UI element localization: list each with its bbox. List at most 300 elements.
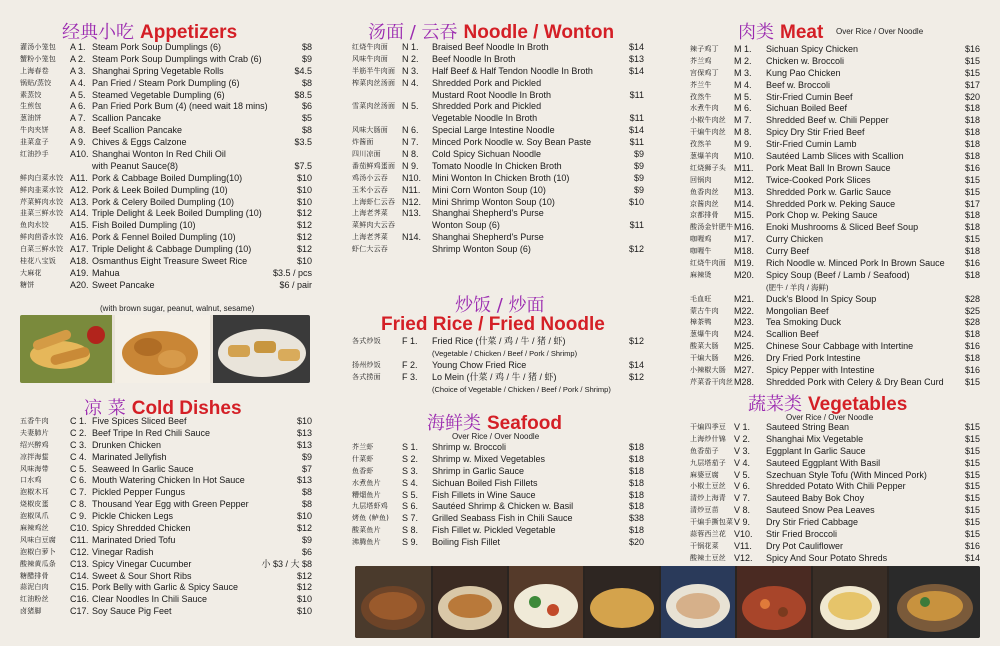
menu-item-price: $17: [964, 198, 980, 209]
menu-item: [690, 365, 980, 377]
menu-item-name: Pickle Chicken Legs: [92, 511, 174, 522]
menu-item: [690, 493, 980, 505]
menu-item: [352, 208, 644, 220]
menu-item-name: Beef Scallion Pancake: [92, 125, 183, 136]
menu-item-price: $9: [301, 451, 312, 462]
menu-item-code: C11.: [70, 534, 89, 545]
menu-item-zh: 水煮牛肉: [690, 104, 719, 113]
menu-item-zh: 咖喱牛: [690, 247, 712, 256]
menu-item-price: $15: [964, 517, 980, 528]
menu-item-code: M15.: [734, 210, 755, 221]
menu-item-zh: 榨菜肉丝汤面: [352, 78, 396, 87]
menu-item-name: Boiling Fish Fillet: [432, 537, 501, 548]
menu-item-zh: 九层塔虾鸡: [352, 502, 388, 511]
menu-item: [690, 446, 980, 458]
menu-item-code: A18.: [70, 256, 89, 267]
menu-item: [690, 80, 980, 92]
menu-item-price: $16: [964, 44, 980, 54]
menu-item-zh: 蒜泥白肉: [20, 583, 49, 592]
menu-item-name: Dry Stir Fried Cabbage: [766, 517, 859, 528]
menu-item-price: $18: [628, 477, 644, 488]
menu-item: [352, 525, 644, 537]
menu-item-name: Pan Fried / Steam Pork Dumpling (6): [92, 77, 240, 88]
menu-item: [352, 490, 644, 502]
menu-item-code: A 2.: [70, 53, 86, 64]
menu-item-code: C15.: [70, 582, 90, 593]
menu-item-price: $15: [964, 481, 980, 492]
menu-item-price: $18: [628, 525, 644, 536]
menu-item-price: $3.5: [294, 137, 312, 148]
menu-item: [352, 90, 644, 102]
meat-title-en: Meat: [780, 22, 824, 43]
menu-item-price: $4.5: [294, 65, 312, 76]
menu-item-zh: 上海虾仁云吞: [352, 197, 396, 206]
menu-item-zh: 烧椒皮蛋: [20, 500, 49, 509]
menu-item-name: Shredded Potato With Chili Pepper: [766, 481, 906, 492]
menu-item-price: $18: [964, 246, 980, 257]
menu-item-zh: 干煸手撕包菜: [690, 518, 734, 527]
menu-item-zh: 沸腾鱼片: [352, 538, 381, 547]
menu-item: [352, 42, 644, 54]
appetizers-note: (with brown sugar, peanut, walnut, sesame): [100, 304, 255, 313]
menu-item: [352, 197, 644, 209]
menu-item-price: $14: [964, 552, 980, 563]
menu-item-name: Pork & Leek Boiled Dumpling (10): [92, 184, 228, 195]
menu-item-price: $25: [964, 305, 980, 316]
menu-item: [20, 173, 312, 185]
menu-item-code: V 7.: [734, 493, 751, 504]
menu-item: [690, 422, 980, 434]
menu-item-zh: 扬州炒饭: [352, 360, 381, 369]
menu-item: [690, 553, 980, 565]
menu-item-name: Shanghai Shepherd's Purse: [432, 232, 544, 243]
menu-item-price: 小 $3 / 大 $8: [261, 558, 312, 569]
menu-item-name: Shredded Pork and Pickled: [432, 77, 542, 88]
menu-item-price: $12: [296, 208, 312, 219]
menu-item-price: $12: [296, 244, 312, 255]
menu-item-name: Sauteed Snow Pea Leaves: [766, 505, 875, 516]
menu-item: [352, 113, 644, 125]
menu-item-code: A17.: [70, 244, 89, 255]
menu-item-zh: 上海老荠菜: [352, 209, 388, 218]
meat-list: [690, 44, 980, 389]
menu-item-zh: 五香牛肉: [20, 417, 49, 425]
menu-item-name: Shredded Pork and Pickled: [432, 101, 542, 112]
menu-item-price: $9: [633, 184, 644, 195]
menu-item-code: N 8.: [402, 149, 419, 160]
menu-item-zh: 小椒牛肉丝: [690, 116, 726, 125]
menu-item: [690, 317, 980, 329]
menu-item-price: $18: [964, 103, 980, 114]
menu-item-name: Pork & Celery Boiled Dumpling (10): [92, 196, 235, 207]
menu-item-name: Shredded Pork w. Garlic Sauce: [766, 186, 892, 197]
menu-item-zh: 芥兰牛: [690, 80, 712, 89]
menu-item-price: $18: [628, 453, 644, 464]
menu-item: [690, 377, 980, 389]
menu-item-zh: 夫妻肺片: [20, 428, 49, 437]
menu-item: [690, 529, 980, 541]
menu-item-price: $12: [296, 232, 312, 243]
menu-item-name: Triple Delight & Cabbage Dumpling (10): [92, 244, 252, 255]
menu-item-price: $9: [301, 534, 312, 545]
menu-item: [20, 90, 312, 102]
menu-item-name: Steam Pork Soup Dumplings with Crab (6): [92, 53, 262, 64]
menu-item-name: Dry Fried Pork Intestine: [766, 353, 861, 364]
menu-item-zh: 干煸牛肉丝: [690, 128, 726, 137]
menu-item-name: Sweet & Sour Short Ribs: [92, 570, 192, 581]
menu-item-price: $18: [628, 489, 644, 500]
noodle-list: [352, 42, 644, 256]
menu-item: [690, 517, 980, 529]
menu-item-zh: 红油粉丝: [20, 595, 49, 604]
meat-title-zh: 肉类: [738, 22, 774, 43]
menu-item: [20, 440, 312, 452]
menu-item-code: A 6.: [70, 101, 86, 112]
menu-item-price: $13: [628, 53, 644, 64]
menu-item-name: Spicy Shredded Chicken: [92, 523, 191, 534]
fried-title-zh: 炒饭 / 炒面: [455, 295, 545, 316]
menu-item: [20, 161, 312, 173]
menu-item-name: Vinegar Radish: [92, 546, 154, 557]
menu-item-name: Sauteed Eggplant With Basil: [766, 457, 881, 468]
menu-item-zh: 牛肉夹饼: [20, 126, 49, 135]
menu-item-code: M13.: [734, 186, 755, 197]
dish-photo-strip: [355, 566, 980, 638]
menu-item: [352, 244, 644, 256]
menu-item: [20, 137, 312, 149]
menu-item-name: Shanghai Mix Vegetable: [766, 433, 864, 444]
appetizers-title-zh: 经典小吃: [62, 22, 134, 43]
menu-item-zh: 风味海带: [20, 464, 49, 473]
menu-item-zh: 上海炒什锦: [690, 434, 726, 443]
menu-item-code: M21.: [734, 293, 755, 304]
menu-item-code: V 6.: [734, 481, 751, 492]
menu-item-price: $9: [633, 149, 644, 160]
menu-item-code: A19.: [70, 267, 89, 278]
menu-item-price: $16: [964, 365, 980, 376]
menu-item-name: Pan Fried Pork Bum (4) (need wait 18 mins): [92, 101, 268, 112]
menu-item: [20, 499, 312, 511]
menu-item-code: C17.: [70, 606, 90, 617]
menu-item-price: $12: [296, 523, 312, 534]
menu-item-zh: 口水鸡: [20, 476, 42, 485]
menu-item-zh: 宫保鸡丁: [690, 68, 719, 77]
menu-item-code: M 9.: [734, 139, 752, 150]
menu-item-price: $14: [628, 359, 644, 370]
menu-item-name: Tea Smoking Duck: [766, 317, 842, 328]
menu-item-price: $8: [301, 42, 312, 52]
menu-item-zh: 鲜肉白菜水饺: [20, 173, 64, 182]
menu-item-code: A 5.: [70, 89, 86, 100]
menu-item-name: Kung Pao Chicken: [766, 67, 841, 78]
menu-item-zh: 酸汤金针肥牛: [690, 223, 734, 232]
menu-item-name: Sichuan Boiled Beef: [766, 103, 848, 114]
menu-item-zh: 清炒豆苗: [690, 506, 719, 515]
menu-item-zh: 干煸大肠: [690, 354, 719, 363]
fried-list: [352, 336, 644, 395]
menu-item-zh: 葱爆牛肉: [690, 330, 719, 339]
menu-item-name: Tomato Noodle In Chicken Broth: [432, 160, 562, 171]
menu-item-price: $15: [964, 376, 980, 387]
menu-item-zh: 酸菜鱼片: [352, 526, 381, 535]
menu-item-code: M 8.: [734, 127, 752, 138]
menu-item-name: Fish Fillet w. Pickled Vegetable: [432, 525, 556, 536]
menu-item-name: (Choice of Vegetable / Chicken / Beef / Pork / Shrimp): [432, 384, 611, 394]
menu-item-price: $9: [633, 160, 644, 171]
menu-item-code: C 2.: [70, 427, 87, 438]
menu-item-price: $15: [964, 469, 980, 480]
menu-item-code: C 6.: [70, 475, 87, 486]
menu-item-price: $17: [964, 79, 980, 90]
seafood-title-en: Seafood: [487, 413, 562, 434]
seafood-note: Over Rice / Over Noodle: [452, 432, 540, 441]
menu-item: [352, 454, 644, 466]
noodle-title-zh: 汤面 / 云吞: [368, 22, 458, 43]
menu-item-price: $15: [964, 234, 980, 245]
menu-item-code: S 5.: [402, 489, 419, 500]
menu-item-name: Mongolian Beef: [766, 305, 829, 316]
menu-item: [690, 199, 980, 211]
menu-item-code: F 2.: [402, 359, 418, 370]
menu-item-code: M24.: [734, 329, 755, 340]
menu-item-zh: 红烧牛肉面: [352, 43, 388, 51]
menu-item-price: $15: [964, 186, 980, 197]
menu-item-price: $13: [296, 439, 312, 450]
menu-item-name: Pork Meat Ball In Brown Sauce: [766, 162, 891, 173]
menu-item: [20, 452, 312, 464]
menu-item: [20, 66, 312, 78]
menu-item-price: $15: [964, 445, 980, 456]
menu-item: [20, 547, 312, 559]
menu-item-name: Seaweed In Garlic Sauce: [92, 463, 194, 474]
menu-item: [352, 348, 644, 360]
menu-item-zh: 鲜肉韭菜水饺: [20, 185, 64, 194]
menu-item: [352, 537, 644, 549]
menu-item-name: Eggplant In Garlic Sauce: [766, 445, 866, 456]
menu-item-name: Osmanthus Eight Treasure Sweet Rice: [92, 256, 248, 267]
menu-item-price: $15: [964, 529, 980, 540]
menu-item: [20, 232, 312, 244]
menu-item-code: M 5.: [734, 91, 752, 102]
menu-item-name: Cold Spicy Sichuan Noodle: [432, 149, 542, 160]
menu-item: [690, 470, 980, 482]
menu-item-name: Steamed Vegetable Dumpling (6): [92, 89, 225, 100]
menu-item: [352, 442, 644, 454]
menu-item: [20, 594, 312, 606]
menu-item-zh: 绍兴醉鸡: [20, 440, 49, 449]
menu-item: [20, 101, 312, 113]
menu-item-code: V 9.: [734, 517, 751, 528]
menu-item-code: A 1.: [70, 42, 86, 52]
menu-item-name: Drunken Chicken: [92, 439, 162, 450]
menu-item-price: $18: [964, 151, 980, 162]
menu-item-price: $10: [628, 196, 644, 207]
menu-item-name: Wonton Soup (6): [432, 220, 500, 231]
menu-item-price: $16: [964, 258, 980, 269]
menu-item-code: C 8.: [70, 499, 87, 510]
menu-item-code: C10.: [70, 523, 90, 534]
menu-item-name: Pickled Pepper Fungus: [92, 487, 186, 498]
menu-item: [20, 475, 312, 487]
menu-item-code: M20.: [734, 269, 755, 280]
menu-item: [20, 54, 312, 66]
menu-item-code: M18.: [734, 246, 755, 257]
menu-item: [690, 353, 980, 365]
menu-item-price: $9: [301, 53, 312, 64]
menu-item-zh: 泡椒白萝卜: [20, 547, 56, 556]
menu-item: [20, 280, 312, 292]
menu-item-code: S 8.: [402, 525, 419, 536]
menu-item-code: C16.: [70, 594, 90, 605]
meat-note: Over Rice / Over Noodle: [836, 27, 924, 36]
menu-item: [352, 137, 644, 149]
menu-item-code: A 7.: [70, 113, 86, 124]
menu-item-zh: 糖醋排骨: [20, 571, 49, 580]
menu-item-zh: 樟茶鸭: [690, 318, 712, 327]
menu-item-price: $18: [628, 501, 644, 512]
menu-item-name: Sweet Pancake: [92, 279, 155, 290]
menu-item: [20, 208, 312, 220]
menu-item-zh: 灌汤小笼包: [20, 43, 56, 51]
menu-item-name: Mini Corn Wonton Soup (10): [432, 184, 546, 195]
menu-item-name: Soy Sauce Pig Feet: [92, 606, 172, 617]
meat-title: [738, 18, 823, 44]
menu-item-name: (肥牛 / 羊肉 / 海鲜): [766, 282, 829, 292]
menu-item-code: C 4.: [70, 451, 87, 462]
menu-item: [20, 220, 312, 232]
menu-item-zh: 蒙古牛肉: [690, 306, 719, 315]
menu-item: [20, 511, 312, 523]
menu-item-name: Pork & Fennel Boiled Dumpling (10): [92, 232, 236, 243]
menu-item-zh: 鱼香茄子: [690, 446, 719, 455]
menu-item-code: S 9.: [402, 537, 419, 548]
menu-item-name: Spicy Dry Stir Fried Beef: [766, 127, 865, 138]
menu-item-zh: 干煸四季豆: [690, 423, 726, 431]
menu-item-price: $10: [296, 594, 312, 605]
menu-item-price: $8.5: [294, 89, 312, 100]
menu-item-zh: 上海老荠菜: [352, 233, 388, 242]
menu-item-zh: 麻辣鸡丝: [20, 524, 49, 533]
appetizers-list: [20, 42, 312, 292]
menu-item: [690, 505, 980, 517]
menu-item-zh: 红油抄手: [20, 150, 49, 159]
menu-item-code: M27.: [734, 365, 755, 376]
menu-item-name: Spicy Pepper with Intestine: [766, 365, 875, 376]
menu-item-zh: 泡椒木耳: [20, 488, 49, 497]
menu-item-zh: 酸菜大肠: [690, 342, 719, 351]
menu-item-zh: 四川凉面: [352, 150, 381, 159]
menu-item-zh: 泡椒凤爪: [20, 512, 49, 521]
menu-item-price: $18: [964, 127, 980, 138]
menu-item-code: M14.: [734, 198, 755, 209]
fried-title-en: Fried Rice / Fried Noodle: [381, 314, 605, 335]
menu-item-name: Grilled Seabass Fish in Chili Sauce: [432, 513, 573, 524]
menu-item-price: $38: [628, 513, 644, 524]
menu-item-name: Sautéed Shrimp & Chicken w. Basil: [432, 501, 574, 512]
menu-item: [690, 294, 980, 306]
menu-item-name: Sichuan Boiled Fish Fillets: [432, 477, 538, 488]
menu-item-zh: 生煎包: [20, 102, 42, 111]
menu-item-name: Triple Delight & Leek Boiled Dumpling (10): [92, 208, 262, 219]
menu-item-price: $18: [964, 353, 980, 364]
menu-item-zh: 酸辣黄瓜条: [20, 559, 56, 568]
menu-item-name: Fried Rice (什菜 / 鸡 / 牛 / 猪 / 虾): [432, 336, 566, 346]
menu-item-name: Shrimp in Garlic Sauce: [432, 465, 525, 476]
menu-item-zh: 干锅花菜: [690, 541, 719, 550]
menu-item-zh: 素蒸饺: [20, 90, 42, 99]
menu-item-code: N 7.: [402, 137, 419, 148]
menu-item-name: Beef Tripe In Red Chili Sauce: [92, 427, 211, 438]
menu-item: [20, 125, 312, 137]
menu-item-code: N 6.: [402, 125, 419, 136]
cold-title-zh: 凉 菜: [84, 398, 126, 419]
menu-item: [20, 78, 312, 90]
menu-item: [352, 478, 644, 490]
menu-item-name: Twice-Cooked Pork Slices: [766, 174, 871, 185]
fried-title-en-wrap: [381, 314, 605, 336]
menu-item-price: $28: [964, 293, 980, 304]
menu-item-price: $11: [629, 220, 644, 231]
menu-item-name: Stir-Fried Cumin Beef: [766, 91, 853, 102]
menu-item-price: $18: [964, 269, 980, 280]
menu-item-zh: 各式捞面: [352, 372, 381, 381]
menu-item-code: A 8.: [70, 125, 86, 136]
cold-title-en: Cold Dishes: [131, 398, 242, 419]
menu-item-code: N 9.: [402, 160, 419, 171]
menu-item: [690, 103, 980, 115]
menu-item-zh: 玉米小云吞: [352, 185, 388, 194]
menu-item-zh: 雪菜肉丝汤面: [352, 102, 396, 111]
menu-item: [690, 341, 980, 353]
menu-item-zh: 辣子鸡丁: [690, 45, 719, 53]
menu-item-code: M26.: [734, 353, 755, 364]
menu-item-price: $8: [301, 487, 312, 498]
menu-item-price: $16: [964, 341, 980, 352]
menu-item-code: A16.: [70, 232, 89, 243]
menu-item: [20, 428, 312, 440]
noodle-title-en: Noodle / Wonton: [463, 22, 615, 43]
menu-item-price: $9: [633, 172, 644, 183]
menu-item-price: $14: [628, 42, 644, 52]
menu-item: [690, 258, 980, 270]
menu-item: [20, 606, 312, 618]
menu-item-zh: 酸辣土豆丝: [690, 553, 726, 562]
menu-item-price: $10: [296, 416, 312, 426]
menu-item-code: M19.: [734, 258, 755, 269]
menu-item-code: V 8.: [734, 505, 751, 516]
menu-item-price: $6: [301, 101, 312, 112]
menu-item: [690, 187, 980, 199]
menu-item-zh: 什菜虾: [352, 454, 374, 463]
menu-item-code: C13.: [70, 558, 90, 569]
menu-item-name: Lo Mein (什菜 / 鸡 / 牛 / 猪 / 虾): [432, 371, 557, 382]
menu-item-zh: 虾仁大云吞: [352, 245, 388, 254]
menu-item-name: with Peanut Sauce(8): [92, 160, 179, 171]
menu-item-code: S 1.: [402, 442, 419, 452]
menu-item: [352, 173, 644, 185]
menu-item-code: V12.: [734, 552, 753, 563]
menu-item-name: Special Large Intestine Noodle: [432, 125, 555, 136]
menu-item-price: $14: [628, 125, 644, 136]
menu-item-price: $15: [964, 174, 980, 185]
menu-item-zh: 糟熘鱼片: [352, 490, 381, 499]
menu-item-name: Beef w. Broccoli: [766, 79, 831, 90]
menu-item-zh: 风味白豆腐: [20, 535, 56, 544]
menu-item-price: $11: [629, 137, 644, 148]
appetizers-title: [62, 18, 237, 44]
menu-item: [690, 68, 980, 80]
menu-item: [352, 125, 644, 137]
